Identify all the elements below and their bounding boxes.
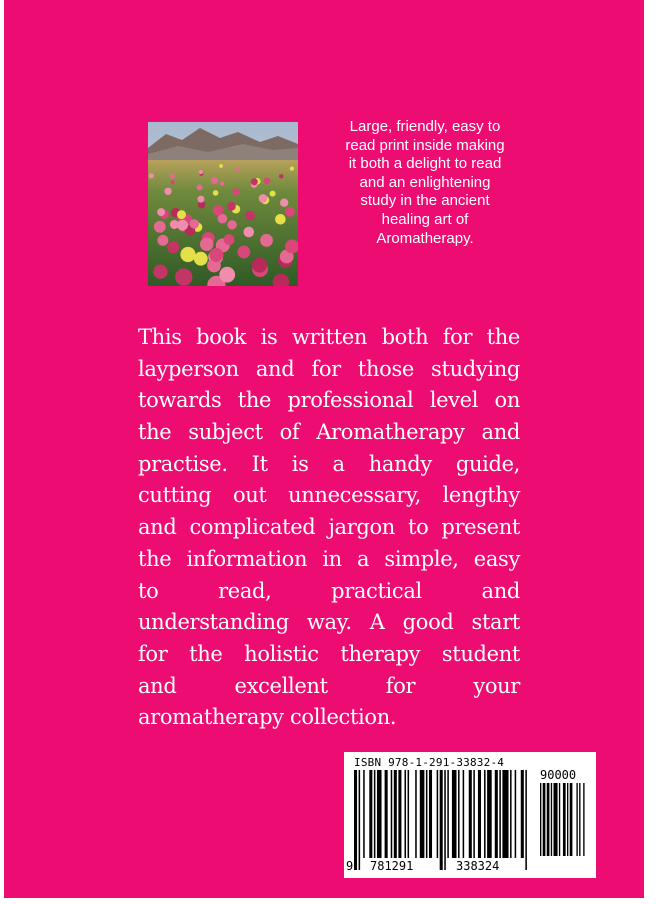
description-line: and excellent for your — [138, 673, 520, 698]
price-addon-code: 90000 — [540, 768, 577, 782]
description-line: the subject of Aromatherapy and — [138, 420, 520, 445]
description-line: towards the professional level on — [138, 388, 520, 413]
description-line: layperson and for those studying — [138, 356, 520, 381]
description-line: practise. It is a handy guide, — [138, 451, 520, 476]
description-line: for the holistic therapy student — [138, 641, 520, 666]
barcode-right-digits: 338324 — [456, 859, 500, 873]
ean-barcode-bars — [354, 770, 536, 870]
description-line: and complicated jargon to present — [138, 515, 520, 540]
addon-barcode-bars — [540, 783, 586, 863]
description-line: cutting out unnecessary, lengthy — [138, 483, 520, 508]
description-line: to read, practical and — [138, 578, 520, 603]
meadow-illustration — [148, 122, 298, 286]
description-line: understanding way. A good start — [138, 610, 520, 635]
isbn-barcode — [344, 752, 596, 878]
isbn-label: ISBN 978-1-291-33832-4 — [354, 756, 505, 769]
description-line: the information in a simple, easy — [138, 546, 520, 571]
description-line: This book is written both for the — [138, 325, 520, 349]
barcode-left-digits: 781291 — [370, 859, 414, 873]
barcode-first-digit: 9 — [346, 859, 354, 873]
blurb-text: Large, friendly, easy to read print inside making it both a delight to read and an enlightening study in the ancient healing art of Aromatherapy. — [345, 118, 505, 247]
book-description — [138, 322, 520, 734]
back-cover — [4, 0, 644, 898]
clover-meadow-photo — [148, 122, 298, 286]
description-line: aromatherapy collection. — [138, 705, 397, 730]
